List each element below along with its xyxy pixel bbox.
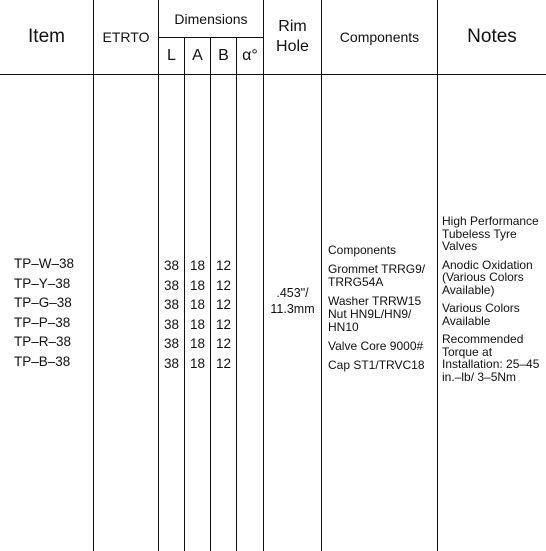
item-code: TP–P–38 xyxy=(14,314,71,330)
item-code: TP–G–38 xyxy=(14,295,72,311)
header-dim-l: L xyxy=(167,47,176,64)
component-grommet: Grommet TRRG9/ TRRG54A xyxy=(328,262,426,289)
dim-a-value: 18 xyxy=(189,297,206,313)
item-code: TP–R–38 xyxy=(14,334,72,350)
component-cap: Cap ST1/TRVC18 xyxy=(328,358,425,372)
dim-a-value: 18 xyxy=(189,355,206,371)
dim-a-values xyxy=(185,256,210,374)
dim-l-value: 38 xyxy=(163,277,180,293)
note-anodic: Anodic Oxidation (Various Colors Available) xyxy=(442,257,533,297)
dim-b-value: 12 xyxy=(215,355,232,371)
dim-a-value: 18 xyxy=(189,336,206,352)
dim-b-value: 12 xyxy=(215,297,232,313)
dim-l-value: 38 xyxy=(163,316,180,332)
header-rim-hole-line1: Rim xyxy=(278,18,307,35)
note-performance: High Performance Tubeless Tyre Valves xyxy=(442,214,539,253)
note-colors: Various Colors Available xyxy=(442,301,520,328)
divider xyxy=(93,0,94,551)
rim-hole-mm: 11.3mm xyxy=(270,302,315,316)
dim-b-values xyxy=(211,256,236,374)
notes-list xyxy=(442,215,546,389)
dim-l-value: 38 xyxy=(163,336,180,352)
header-components: Components xyxy=(339,29,420,45)
dim-l-values xyxy=(159,256,184,374)
header-dim-alpha: α° xyxy=(242,47,258,64)
dim-b-value: 12 xyxy=(215,258,232,273)
dim-b-value: 12 xyxy=(215,316,232,332)
component-washer-nut: Washer TRRW15 Nut HN9L/HN9/ HN10 xyxy=(328,294,422,334)
rim-hole-inch: .453"/ xyxy=(276,286,309,300)
header-notes: Notes xyxy=(467,26,517,47)
item-code: TP–B–38 xyxy=(14,353,71,369)
item-list xyxy=(14,254,89,372)
dim-b-value: 12 xyxy=(215,277,232,293)
header-dim-b: B xyxy=(218,47,229,64)
note-torque: Recommended Torque at Installation: 25–45 in.–lb/ 3–5Nm xyxy=(442,332,540,384)
header-dimensions: Dimensions xyxy=(174,10,248,27)
item-code: TP–W–38 xyxy=(14,256,75,271)
header-divider xyxy=(0,74,546,75)
header-dim-a: A xyxy=(192,47,203,64)
component-valve-core: Valve Core 9000# xyxy=(328,339,424,353)
rim-hole-value xyxy=(264,285,321,317)
divider xyxy=(236,37,237,551)
dim-l-value: 38 xyxy=(163,355,180,371)
dim-l-value: 38 xyxy=(163,297,180,313)
header-etrto: ETRTO xyxy=(102,29,150,45)
divider xyxy=(321,0,322,551)
dim-a-value: 18 xyxy=(189,277,206,293)
dim-b-value: 12 xyxy=(215,336,232,352)
divider xyxy=(263,0,264,551)
item-code: TP–Y–38 xyxy=(14,275,71,291)
header-item: Item xyxy=(28,26,65,47)
header-rim-hole-line2: Hole xyxy=(276,38,309,55)
header-rim-hole xyxy=(264,0,321,74)
components-list xyxy=(328,244,440,378)
dim-a-value: 18 xyxy=(189,258,206,273)
components-heading: Components xyxy=(328,243,397,257)
dim-l-value: 38 xyxy=(163,258,180,273)
dim-a-value: 18 xyxy=(189,316,206,332)
